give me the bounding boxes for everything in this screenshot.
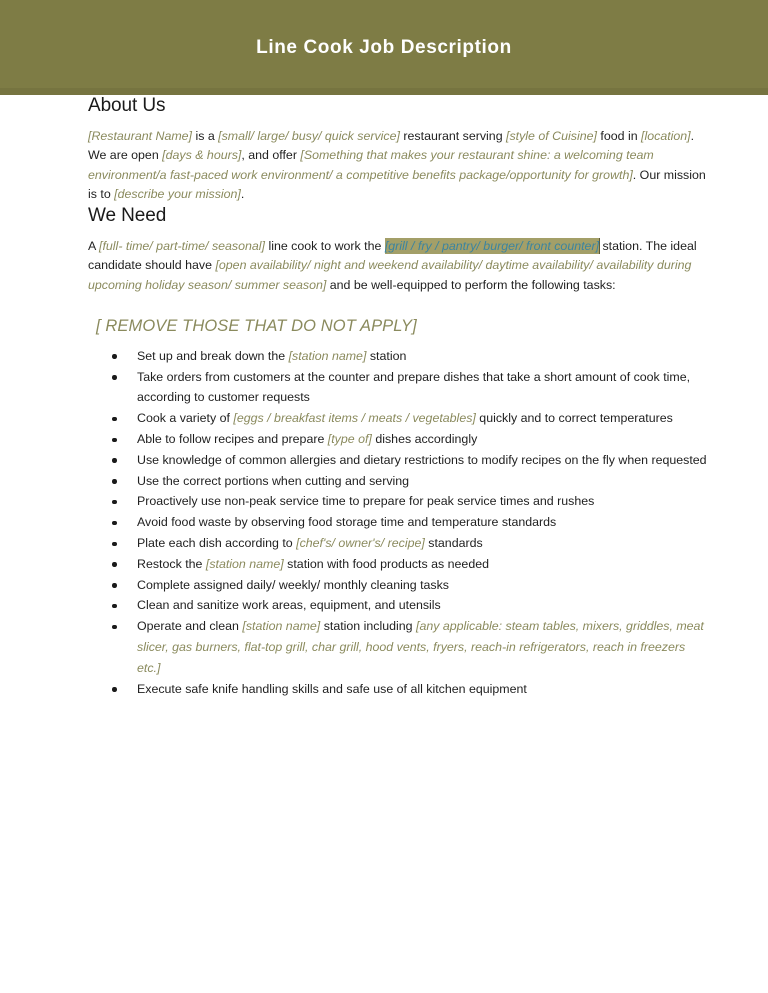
text-run: and be well-equipped to perform the following tasks: (326, 277, 616, 292)
section-heading-about-us: About Us (88, 95, 166, 116)
placeholder-token[interactable]: [location] (641, 128, 691, 143)
text-run: restaurant serving (399, 128, 507, 143)
text-run: Restock the (137, 556, 206, 571)
placeholder-token[interactable]: [Something that makes your restaurant shine: a welcoming team environment/a fast-paced work environment/ a competitive benefits package/opportunity for growth] (88, 148, 654, 182)
text-run: dishes accordingly (371, 432, 478, 447)
text-run: station (366, 348, 407, 363)
task-list-item[interactable] (88, 533, 707, 554)
about-us-paragraph[interactable] (88, 127, 707, 205)
text-run: Take orders from customers at the counter and prepare dishes that take a short amount of cook time, according to customer requests (137, 369, 691, 405)
placeholder-token[interactable]: [full- time/ part-time/ seasonal] (99, 238, 265, 253)
text-run: Avoid food waste by observing food storage time and temperature standards (137, 515, 557, 530)
placeholder-token[interactable]: [describe your mission] (114, 187, 241, 202)
placeholder-token[interactable]: [open availability/ night and weekend availability/ daytime availability/ availability during upcoming holiday season/ summer season] (88, 258, 692, 292)
text-run: Cook a variety of (137, 411, 234, 426)
placeholder-token[interactable]: [any applicable: steam tables, mixers, griddles, meat slicer, gas burners, flat-top grill, char grill, hood vents, fryers, reach-in refrigerators, reach in freezers etc.] (137, 619, 704, 675)
text-run: Use the correct portions when cutting and serving (137, 473, 410, 488)
task-list-item[interactable] (88, 408, 707, 429)
text-run: Complete assigned daily/ weekly/ monthly cleaning tasks (137, 577, 449, 592)
placeholder-token[interactable]: [station name] (242, 619, 321, 634)
document-header-banner (0, 0, 768, 95)
placeholder-token[interactable]: [days & hours] (162, 148, 242, 163)
placeholder-token[interactable]: [eggs / breakfast items / meats / vegetables] (233, 411, 476, 426)
text-run: Proactively use non-peak service time to prepare for peak service times and rushes (137, 494, 595, 509)
placeholder-token[interactable]: [station name] (288, 348, 367, 363)
text-run: station. The ideal candidate should have (88, 238, 697, 273)
task-list-item[interactable] (88, 595, 707, 616)
task-list-item[interactable] (88, 429, 707, 450)
text-run: Able to follow recipes and prepare (137, 432, 328, 447)
task-list-item[interactable] (88, 491, 707, 512)
placeholder-token[interactable]: [Restaurant Name] (88, 128, 192, 143)
placeholder-token[interactable]: [type of] (327, 432, 372, 447)
task-list-item[interactable] (88, 367, 707, 409)
text-run: Use knowledge of common allergies and dietary restrictions to modify recipes on the fly when requested (137, 452, 707, 467)
placeholder-token[interactable]: [station name] (205, 556, 284, 571)
placeholder-token[interactable]: [chef's/ owner's/ recipe] (296, 536, 425, 551)
text-run: Execute safe knife handling skills and safe use of all kitchen equipment (137, 681, 527, 696)
task-list (88, 346, 707, 700)
document-body (0, 95, 768, 699)
text-run: line cook to work the (265, 238, 385, 253)
selected-placeholder-token[interactable]: [grill / fry / pantry/ burger/ front counter] (384, 238, 600, 253)
document-title: Line Cook Job Description (256, 37, 512, 58)
text-run: . We are open (88, 128, 695, 163)
task-list-item[interactable] (88, 554, 707, 575)
text-run: Set up and break down the (137, 348, 289, 363)
text-run: standards (424, 536, 483, 551)
placeholder-token[interactable]: [style of Cuisine] (506, 128, 597, 143)
task-list-item[interactable] (88, 616, 707, 678)
task-list-item[interactable] (88, 471, 707, 492)
text-run: A (88, 238, 100, 253)
we-need-paragraph[interactable] (88, 237, 707, 296)
text-run: food in (596, 128, 642, 143)
task-list-item[interactable] (88, 512, 707, 533)
text-run: is a (192, 128, 219, 143)
task-list-item[interactable] (88, 575, 707, 596)
section-heading-we-need: We Need (88, 204, 167, 226)
text-run: Operate and clean (137, 619, 243, 634)
text-run: Clean and sanitize work areas, equipment, and utensils (137, 598, 441, 613)
text-run: , and offer (241, 148, 301, 163)
text-run: . Our mission is to (88, 167, 706, 202)
task-list-item[interactable] (88, 450, 707, 471)
task-list-item[interactable] (88, 346, 707, 367)
task-list-item[interactable] (88, 679, 707, 700)
text-run: Plate each dish according to (137, 536, 297, 551)
text-run: quickly and to correct temperatures (475, 411, 673, 426)
text-run: station including (320, 619, 416, 634)
text-run: . (240, 187, 245, 202)
remove-those-that-do-not-apply-heading: [ REMOVE THOSE THAT DO NOT APPLY] (96, 317, 417, 336)
text-run: station with food products as needed (283, 556, 489, 571)
placeholder-token[interactable]: [small/ large/ busy/ quick service] (218, 128, 400, 143)
